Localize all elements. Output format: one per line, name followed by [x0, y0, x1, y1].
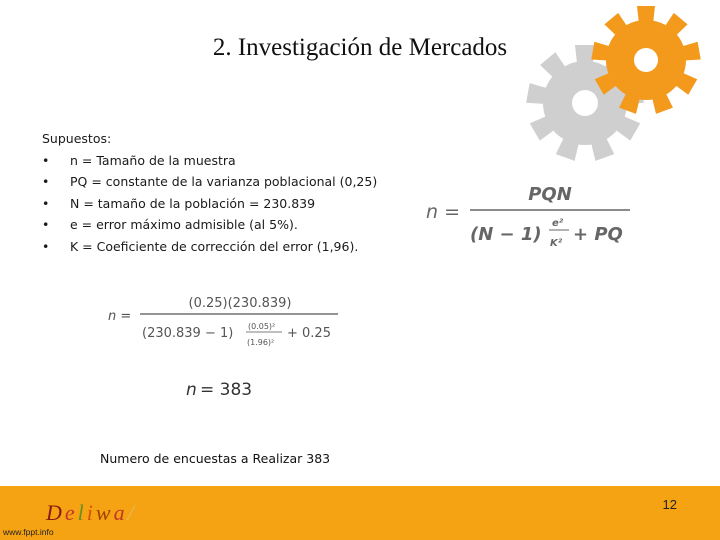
list-item [42, 236, 377, 258]
footer-url[interactable]: www.fppt.info [3, 527, 54, 537]
applied-formula-numerator: (0.25)(230.839) [188, 296, 292, 311]
bullet-icon: • [42, 238, 50, 254]
general-formula-k-squared: K² [550, 238, 563, 249]
general-formula-e-squared: e² [552, 218, 564, 229]
result-value: = 383 [200, 380, 253, 400]
applied-formula-lhs: n = [108, 309, 132, 324]
logo-letter: a [113, 500, 128, 525]
general-formula-denominator-left: (N − 1) [470, 224, 542, 245]
applied-formula-plus-term: + 0.25 [287, 326, 331, 341]
footer-bar [0, 486, 720, 540]
logo-letter: D [46, 500, 65, 525]
survey-count-note: Numero de encuestas a Realizar 383 [100, 451, 331, 466]
general-formula-lhs: n = [426, 201, 461, 223]
deliwa-logo [46, 500, 137, 526]
list-item-text: e = error máximo admisible (al 5%). [70, 217, 298, 232]
list-item [42, 214, 377, 236]
logo-letter: i [86, 500, 96, 525]
list-item [42, 171, 377, 193]
applied-formula-k-term: (1.96)² [247, 338, 275, 347]
list-item-text: K = Coeficiente de corrección del error (1,96). [70, 238, 359, 254]
page-number: 12 [662, 497, 677, 512]
assumptions-list [42, 150, 377, 258]
bullet-icon: • [42, 217, 50, 232]
list-item-text: PQ = constante de la varianza poblacional (0,25) [70, 174, 378, 189]
general-formula-numerator: PQN [528, 184, 572, 205]
general-formula-plus-pq: + PQ [573, 224, 623, 245]
bullet-icon: • [42, 195, 50, 211]
list-item-text: n = Tamaño de la muestra [70, 152, 236, 168]
list-item-text: N = tamaño de la población = 230.839 [70, 195, 316, 211]
logo-letter: w [95, 500, 114, 525]
list-item [42, 150, 377, 172]
bullet-icon: • [42, 174, 50, 189]
logo-letter: l [77, 500, 87, 525]
logo-letter: e [64, 500, 78, 525]
result-lhs: n [186, 380, 197, 400]
applied-formula [106, 292, 351, 358]
slide-title: 2. Investigación de Mercados [212, 34, 508, 61]
result-formula [184, 376, 284, 406]
gear-grey-icon [526, 45, 644, 161]
applied-formula-error-term: (0.05)² [248, 322, 276, 331]
assumptions-block [42, 128, 377, 257]
logo-tail: / [127, 500, 137, 525]
general-formula [422, 178, 637, 262]
bullet-icon: • [42, 152, 50, 168]
list-item [42, 193, 377, 215]
applied-formula-denominator-left: (230.839 − 1) [142, 326, 234, 341]
assumptions-heading: Supuestos: [42, 131, 112, 146]
